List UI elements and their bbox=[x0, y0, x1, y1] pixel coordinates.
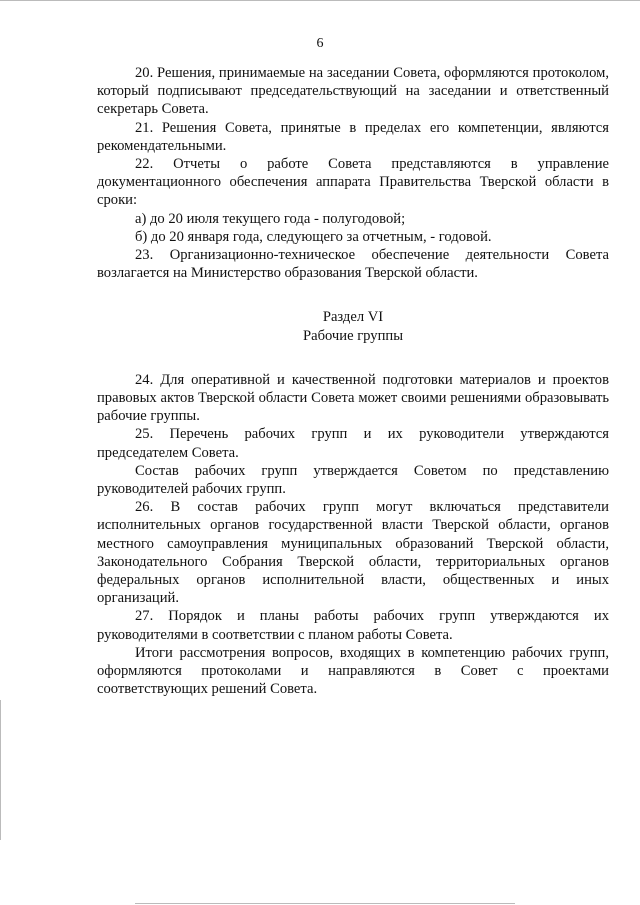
section-number: Раздел VI bbox=[322, 309, 384, 326]
paragraph-26: 26. В состав рабочих групп могут включаться представители исполнительных органов государственной власти Тверской области, органов местного самоуправления муниципальных образований Тверской области, Законодательного Собрания Тверской области, территориальных органов федеральных органов исполнительной власти, общественных и иных организаций. bbox=[97, 499, 609, 607]
paragraph-25-composition: Состав рабочих групп утверждается Советом по представлению руководителей рабочих групп. bbox=[97, 462, 609, 498]
paragraph-25: 25. Перечень рабочих групп и их руководители утверждаются председателем Совета. bbox=[97, 426, 609, 461]
section-title: Рабочие группы bbox=[302, 327, 404, 344]
scan-edge-mark-bottom bbox=[135, 903, 515, 904]
paragraph-27: 27. Порядок и планы работы рабочих групп утверждаются их руководителями в соответствии с планом работы Совета. bbox=[97, 608, 609, 643]
paragraph-27-results: Итоги рассмотрения вопросов, входящих в компетенцию рабочих групп, оформляются протоколами и направляются в Совет с проектами соответствующих решений Совета. bbox=[97, 644, 609, 698]
paragraph-24: 24. Для оперативной и качественной подготовки материалов и проектов правовых актов Тверской области Совета может своими решениями образовывать рабочие группы. bbox=[97, 371, 609, 425]
paragraph-23: 23. Организационно-техническое обеспечение деятельности Совета возлагается на Министерство образования Тверской области. bbox=[97, 247, 609, 282]
spacer bbox=[97, 345, 609, 371]
scan-edge-mark-top bbox=[0, 0, 640, 1]
scan-edge-mark-left bbox=[0, 700, 1, 840]
paragraph-21: 21. Решения Совета, принятые в пределах его компетенции, являются рекомендательными. bbox=[97, 119, 609, 154]
paragraph-22-item-a: а) до 20 июля текущего года - полугодовой; bbox=[135, 210, 406, 227]
page-number: 6 bbox=[316, 36, 324, 51]
paragraph-22-item-b: б) до 20 января года, следующего за отчетным, - годовой. bbox=[135, 228, 492, 245]
spacer bbox=[97, 282, 609, 308]
paragraph-20: 20. Решения, принимаемые на заседании Совета, оформляются протоколом, который подписывают председательствующий на заседании и ответственный секретарь Совета. bbox=[97, 65, 609, 118]
paragraph-22: 22. Отчеты о работе Совета представляются в управление документационного обеспечения аппарата Правительства Тверской области в сроки: bbox=[97, 156, 609, 209]
document-body bbox=[97, 64, 609, 699]
